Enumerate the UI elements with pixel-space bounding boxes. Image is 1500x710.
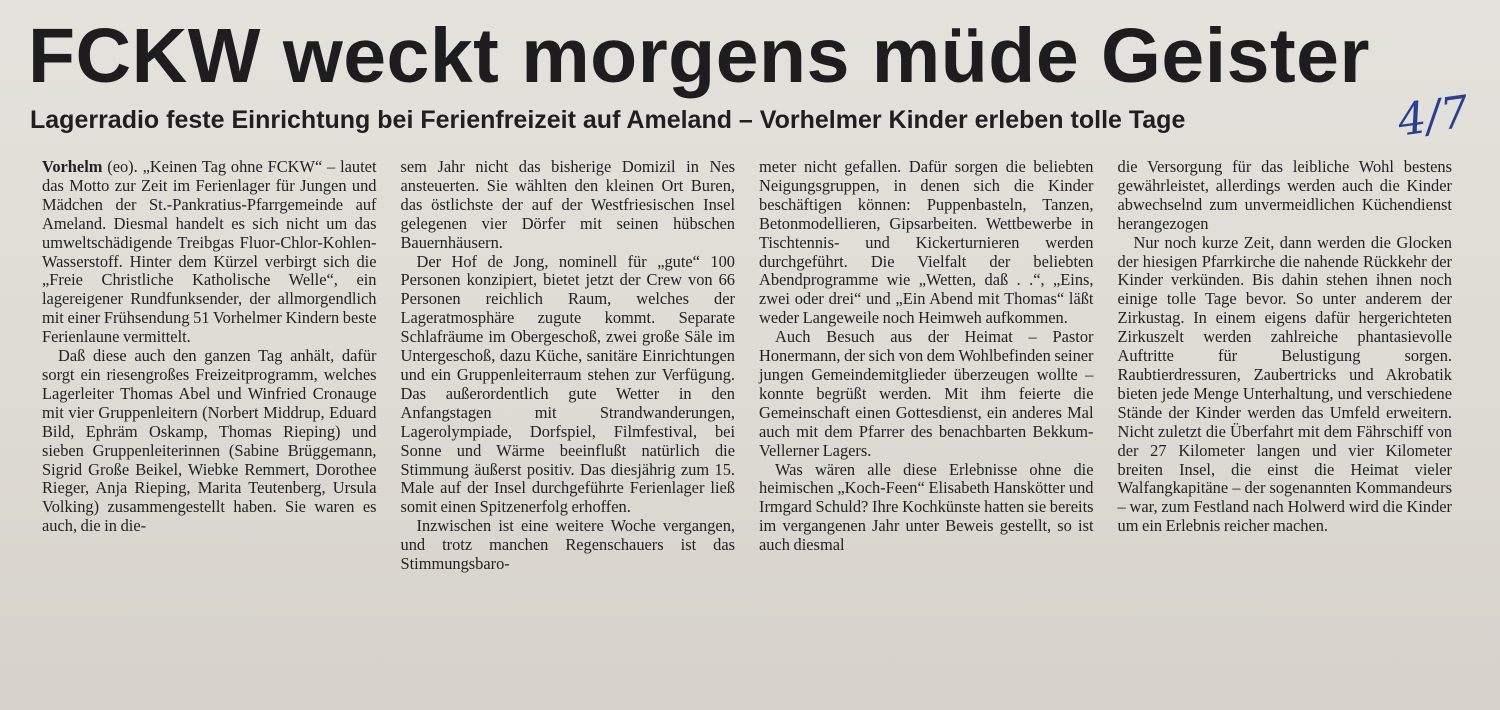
article-column-4 [1118, 158, 1453, 688]
article-column-2 [401, 158, 736, 688]
article-paragraph: sem Jahr nicht das bisherige Domizil in Nes ansteuerten. Sie wählten den kleinen Ort Buren, das östlichste der auf der Westfriesischen Insel gelegenen vier Dörfer mit seinen hübschen Bauernhäusern. [400, 158, 735, 252]
article-paragraph: meter nicht gefallen. Dafür sorgen die beliebten Neigungsgruppen, in denen sich die Kinder beschäftigen können: Puppenbasteln, Tanzen, Betonmodellieren, Gipsarbeiten. Wettbewerbe in Tischtennis- und Kickerturnieren werden durchgeführt. Die Vielfalt der beliebten Abendprogramme wie „Wetten, daß . .“, „Eins, zwei oder drei“ und „Ein Abend mit Thomas“ läßt weder Langeweile noch Heimweh aufkommen. [759, 158, 1094, 328]
article-paragraph: Daß diese auch den ganzen Tag anhält, dafür sorgt ein riesengroßes Freizeitprogramm, welches Lagerleiter Thomas Abel und Winfried Cronauge mit vier Gruppenleitern (Norbert Middrup, Eduard Bild, Ephräm Oskamp, Thomas Rieping) und sieben Gruppenleiterinnen (Sabine Brüggemann, Sigrid Große Beikel, Wiebke Remmert, Dorothee Rieger, Anja Rieping, Marita Teutenberg, Ursula Volking) zusammengestellt haben. Sie waren es auch, die in die- [42, 346, 377, 536]
subheadline: Lagerradio feste Einrichtung bei Ferienfreizeit auf Ameland – Vorhelmer Kinder erleben tolle Tage [30, 106, 1186, 134]
article-paragraph: Auch Besuch aus der Heimat – Pastor Honermann, der sich von dem Wohlbefinden seiner jungen Gemeindemitglieder überzeugen wollte – konnte begrüßt werden. Mit ihm feierte die Gemeinschaft einen Gottesdienst, ein anderes Mal auch mit dem Pfarrer des benachbarten Bekkum-Vellerner Lagers. [759, 327, 1094, 460]
dateline: Vorhelm [42, 158, 103, 176]
headline: FCKW weckt morgens müde Geister [28, 13, 1370, 99]
article-column-3 [759, 158, 1094, 688]
article-paragraph [42, 158, 377, 347]
article-body [42, 158, 1452, 688]
article-paragraph: Was wären alle diese Erlebnisse ohne die heimischen „Koch-Feen“ Elisabeth Hanskötter und Irmgard Schuld? Ihre Kochkünste hatten sie bereits im vergangenen Jahr unter Beweis gestellt, so ist auch diesmal [759, 459, 1094, 555]
article-paragraph: die Versorgung für das leibliche Wohl bestens gewährleistet, allerdings werden auch die Kinder abwechselnd zum unvermeidlichen Küchendienst herangezogen [1117, 158, 1452, 233]
article-paragraph: Inzwischen ist eine weitere Woche vergangen, und trotz manchen Regenschauers ist das Stimmungsbaro- [400, 516, 735, 574]
article-paragraph: Der Hof de Jong, nominell für „gute“ 100 Personen konzipiert, bietet jetzt der Crew von 66 Personen reichlich Raum, welches der Lageratmosphäre zugute kommt. Separate Schlafräume im Obergeschoß, zwei große Säle im Untergeschoß, dazu Küche, sanitäre Einrichtungen und ein Gruppenleiterraum stehen zur Verfügung. Das außerordentlich gute Wetter in den Anfangstagen mit Strandwanderungen, Lagerolympiade, Dorfspiel, Filmfestival, bei Sonne und Wärme beeinflußt natürlich die Stimmung äußerst positiv. Das diesjährig zum 15. Male auf der Insel durchgeführte Ferienlager ließ somit einen Spitzenerfolg erhoffen. [400, 251, 735, 517]
article-column-1 [42, 158, 377, 688]
handwritten-date-note: 4/7 [1394, 86, 1472, 147]
paragraph-text: (eo). „Keinen Tag ohne FCKW“ – lautet das Motto zur Zeit im Ferienlager für Jungen und Mädchen der St.-Pankratius-Pfarrgemeinde auf Ameland. Diesmal handelt es sich nicht um das umweltschädigende Treibgas Fluor-Chlor-Kohlen-Wasserstoff. Hinter dem Kürzel verbirgt sich die „Freie Christliche Katholische Welle“, ein lagereigener Rundfunksender, der allmorgendlich mit einer Frühsendung 51 Vorhelmer Kindern beste Ferienlaune vermittelt. [42, 158, 377, 347]
article-paragraph: Nur noch kurze Zeit, dann werden die Glocken der hiesigen Pfarrkirche die nahende Rückkehr der Kinder verkünden. Bis dahin stehen ihnen noch einige tolle Tage bevor. So unter anderem der Zirkustag. In einem eigens dafür hergerichteten Zirkuszelt werden zahlreiche phantasievolle Auftritte für Belustigung sorgen. Raubtierdressuren, Zaubertricks und Akrobatik bieten jede Menge Unterhaltung, und verschiedene Stände der Kinder werden das Umfeld erweitern. Nicht zuletzt die Überfahrt mit dem Fährschiff von der 27 Kilometer langen und vier Kilometer breiten Insel, die einst die Heimat vieler Walfangkapitäne – der sogenannten Kommandeurs – war, zum Festland nach Holwerd wird die Kinder um ein Erlebnis reicher machen. [1117, 232, 1452, 536]
